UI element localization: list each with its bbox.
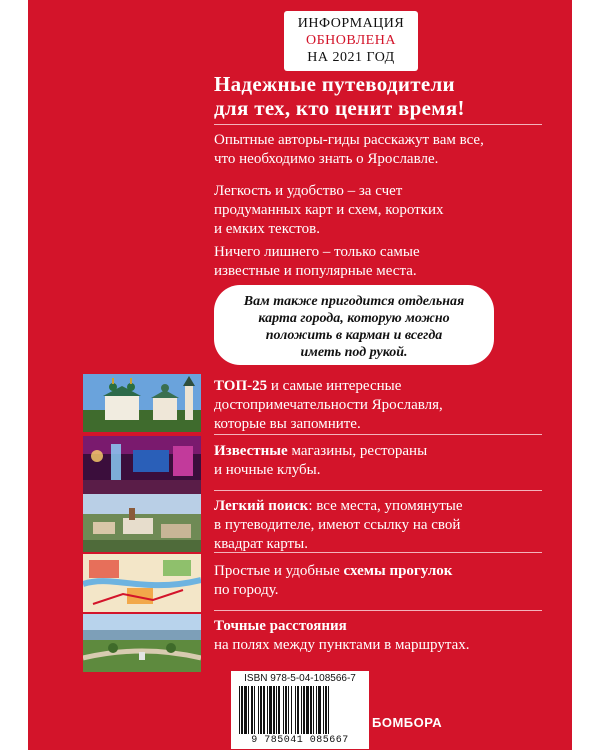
paragraph-line: и емких текстов. <box>214 221 320 237</box>
feature-bold: ТОП-25 <box>214 378 268 394</box>
map-callout <box>214 285 494 365</box>
callout-line: карта города, которую можно <box>258 311 450 326</box>
feature-line: и ночные клубы. <box>214 462 321 478</box>
feature-line: в путеводителе, имеют ссылку на свой <box>214 517 461 533</box>
callout-line: Вам также пригодится отдельная <box>243 294 465 309</box>
church-photo-icon <box>83 374 201 432</box>
feature-top25 <box>214 377 544 434</box>
publisher-logo: БОМБОРА <box>372 715 443 730</box>
update-badge <box>284 11 418 71</box>
badge-line-2: ОБНОВЛЕНА <box>306 33 396 48</box>
paragraph-authors <box>214 131 544 169</box>
feature-bold: схемы прогулок <box>343 563 453 579</box>
paragraph-line: Ничего лишнего – только самые <box>214 244 420 260</box>
paragraph-ease <box>214 182 544 239</box>
divider <box>214 434 542 435</box>
feature-line: достопримечательности Ярославля, <box>214 397 443 413</box>
feature-line: по городу. <box>214 582 279 598</box>
feature-walk-schemes <box>214 562 544 600</box>
paragraph-line: Опытные авторы-гиды расскажут вам все, <box>214 132 484 148</box>
headline-line-2: для тех, кто ценит время! <box>214 96 465 120</box>
feature-line: которые вы запомните. <box>214 416 361 432</box>
map-scheme-icon <box>83 554 201 612</box>
divider <box>214 552 542 553</box>
paragraph-line: продуманных карт и схем, коротких <box>214 202 444 218</box>
feature-line: на полях между пунктами в маршрутах. <box>214 637 470 653</box>
feature-text: Простые и удобные <box>214 563 344 579</box>
divider <box>214 124 542 125</box>
feature-bold: Точные расстояния <box>214 618 347 634</box>
paragraph-nothing-extra <box>214 243 544 281</box>
headline <box>214 72 574 120</box>
feature-bold: Известные <box>214 443 288 459</box>
divider <box>214 610 542 611</box>
divider <box>214 490 542 491</box>
callout-line: положить в карман и всегда <box>265 328 443 343</box>
feature-text: : все места, упомянутые <box>308 498 463 514</box>
feature-text: магазины, рестораны <box>287 443 428 459</box>
barcode-digits: 9 785041 085667 <box>251 735 349 746</box>
paragraph-line: Легкость и удобство – за счет <box>214 183 403 199</box>
callout-line: иметь под рукой. <box>300 345 408 360</box>
embankment-photo-icon <box>83 614 201 672</box>
paragraph-line: что необходимо знать о Ярославле. <box>214 151 439 167</box>
headline-line-1: Надежные путеводители <box>214 72 455 96</box>
isbn-text: ISBN 978-5-04-108566-7 <box>244 673 356 684</box>
feature-easy-search <box>214 497 544 554</box>
feature-distances <box>214 617 544 655</box>
feature-line: квадрат карты. <box>214 536 308 552</box>
paragraph-line: известные и популярные места. <box>214 263 417 279</box>
feature-famous <box>214 442 544 480</box>
badge-line-3: НА 2021 ГОД <box>307 50 395 65</box>
badge-line-1: ИНФОРМАЦИЯ <box>297 16 405 31</box>
nightclub-photo-icon <box>83 436 201 494</box>
feature-text: и самые интересные <box>267 378 402 394</box>
feature-bold: Легкий поиск <box>214 498 309 514</box>
barcode <box>231 671 369 749</box>
city-aerial-photo-icon <box>83 494 201 552</box>
